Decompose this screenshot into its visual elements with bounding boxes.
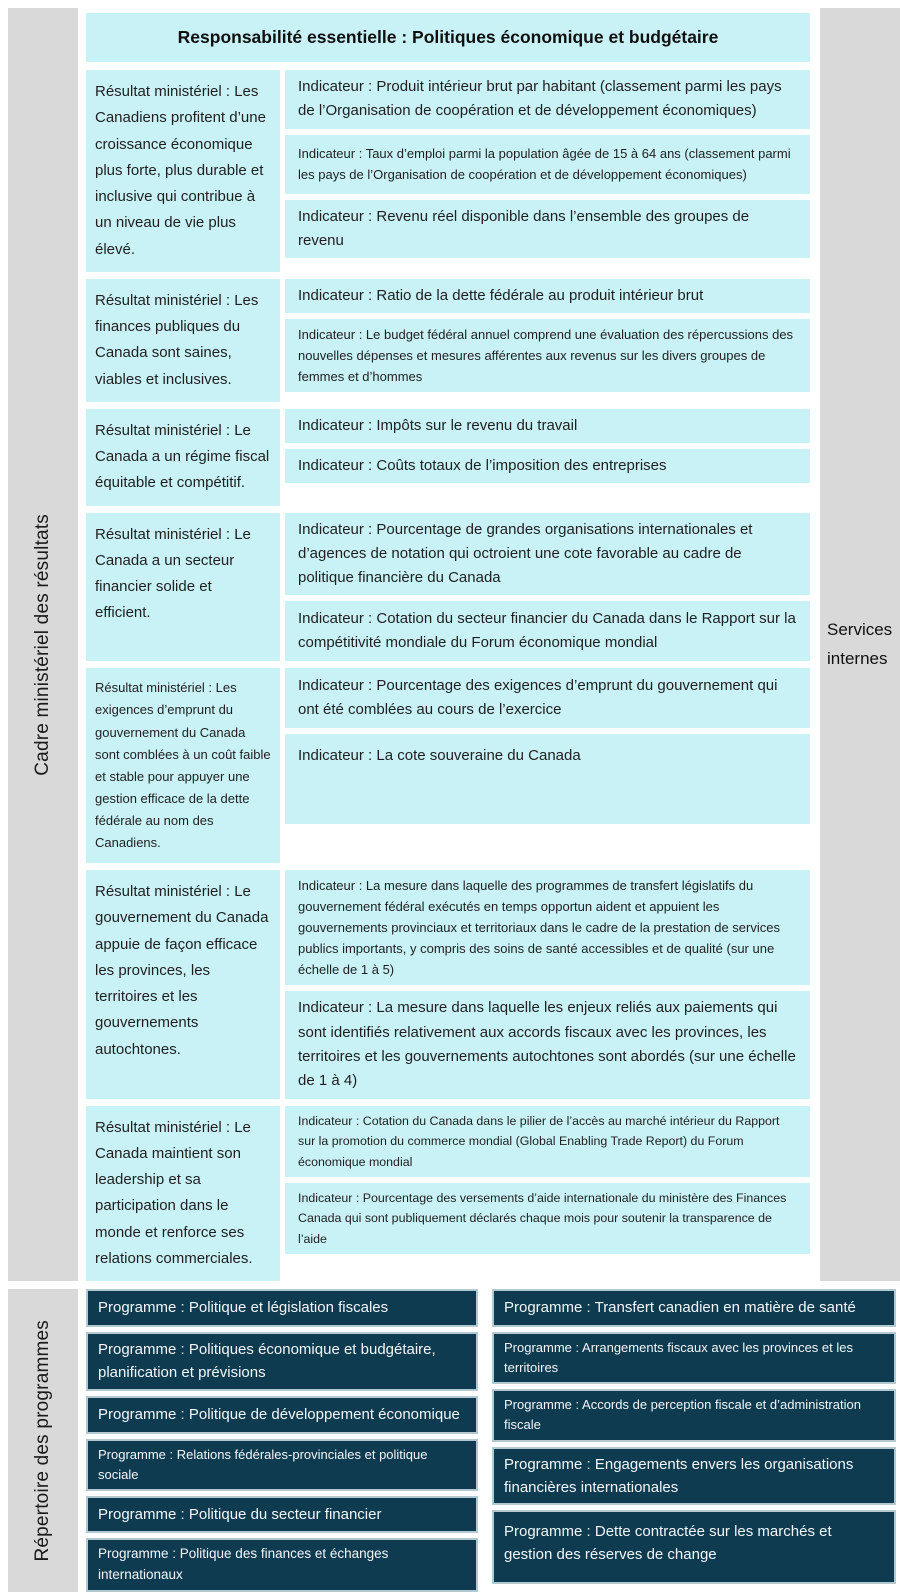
indicator-cell: Indicateur : Pourcentage des exigences d’emprunt du gouvernement qui ont été comblées au cours de l’exercice	[285, 668, 810, 728]
program-column-right	[492, 1289, 896, 1584]
indicator-cell: Indicateur : La cote souveraine du Canada	[285, 734, 810, 824]
program-box: Programme : Politique des finances et échanges internationaux	[86, 1538, 478, 1592]
result-cell: Résultat ministériel : Le gouvernement du Canada appuie de façon efficace les provinces, les territoires et les gouvernements autochtones.	[86, 870, 280, 1098]
indicator-cell: Indicateur : Impôts sur le revenu du travail	[285, 409, 810, 443]
result-cell: Résultat ministériel : Les Canadiens profitent d’une croissance économique plus forte, plus durable et inclusive qui contribue à un niveau de vie plus élevé.	[86, 70, 280, 272]
result-group-3	[86, 409, 810, 506]
program-box: Programme : Politique et législation fiscales	[86, 1289, 478, 1327]
program-box: Programme : Politique de développement économique	[86, 1396, 478, 1434]
results-framework-label: Cadre ministériel des résultats	[32, 513, 53, 776]
program-inventory-label: Répertoire des programmes	[32, 1319, 53, 1562]
program-box: Programme : Politiques économique et budgétaire, planification et prévisions	[86, 1332, 478, 1391]
program-columns	[86, 1289, 896, 1592]
indicator-cell: Indicateur : Le budget fédéral annuel comprend une évaluation des répercussions des nouvelles dépenses et mesures afférentes aux revenus sur les divers groupes de femmes et d’hommes	[285, 319, 810, 392]
indicator-cell: Indicateur : Produit intérieur brut par habitant (classement parmi les pays de l’Organisation de coopération et de développement économiques)	[285, 70, 810, 129]
program-box: Programme : Politique du secteur financier	[86, 1496, 478, 1533]
indicator-cell: Indicateur : Coûts totaux de l’imposition des entreprises	[285, 449, 810, 483]
indicator-cell: Indicateur : Pourcentage des versements d’aide internationale du ministère des Finances Canada qui sont publiquement déclarés chaque mois pour soutenir la transparence de l’aide	[285, 1183, 810, 1254]
indicator-cell: Indicateur : Cotation du Canada dans le pilier de l’accès au marché intérieur du Rapport sur la promotion du commerce mondial (Global Enabling Trade Report) du Forum économique mondial	[285, 1106, 810, 1177]
indicator-cell: Indicateur : Taux d’emploi parmi la population âgée de 15 à 64 ans (classement parmi les pays de l’Organisation de coopération et de développement économiques)	[285, 135, 810, 194]
result-group-1	[86, 70, 810, 272]
result-group-6	[86, 870, 810, 1098]
indicator-cell: Indicateur : Pourcentage de grandes organisations internationales et d’agences de notation qui octroient une cote favorable au cadre de politique financière du Canada	[285, 513, 810, 596]
program-inventory-section	[8, 1289, 896, 1592]
result-group-4	[86, 513, 810, 662]
internal-services-rail	[820, 8, 900, 1281]
framework-grid	[86, 8, 810, 1281]
program-inventory-rail	[8, 1289, 78, 1592]
indicator-cell: Indicateur : Ratio de la dette fédérale au produit intérieur brut	[285, 279, 810, 313]
program-box: Programme : Relations fédérales-provinciales et politique sociale	[86, 1439, 478, 1491]
indicator-cell: Indicateur : La mesure dans laquelle des programmes de transfert législatifs du gouvernement fédéral exécutés en temps opportun aident et appuient les gouvernements provinciaux et territoriaux dans le cadre de la prestation de services publics importants, y compris des soins de santé accessibles et de qualité (sur une échelle de 1 à 5)	[285, 870, 810, 985]
indicator-cell: Indicateur : Cotation du secteur financier du Canada dans le Rapport sur la compétitivité mondiale du Forum économique mondial	[285, 601, 810, 661]
indicator-cell: Indicateur : Revenu réel disponible dans l’ensemble des groupes de revenu	[285, 200, 810, 259]
result-cell: Résultat ministériel : Les finances publiques du Canada sont saines, viables et inclusives.	[86, 279, 280, 402]
program-box: Programme : Accords de perception fiscale et d’administration fiscale	[492, 1389, 896, 1441]
result-group-5	[86, 668, 810, 863]
results-framework-rail	[8, 8, 78, 1281]
result-cell: Résultat ministériel : Le Canada a un régime fiscal équitable et compétitif.	[86, 409, 280, 506]
result-cell: Résultat ministériel : Le Canada maintient son leadership et sa participation dans le monde et renforce ses relations commerciales.	[86, 1106, 280, 1282]
indicator-cell: Indicateur : La mesure dans laquelle les enjeux reliés aux paiements qui sont identifiés relativement aux accords fiscaux avec les provinces, les territoires et les gouvernements autochtones sont abordés (sur une échelle de 1 à 4)	[285, 991, 810, 1098]
framework-section	[8, 8, 896, 1281]
internal-services-label: Services internes	[827, 619, 893, 668]
result-group-2	[86, 279, 810, 402]
program-box: Programme : Dette contractée sur les marchés et gestion des réserves de change	[492, 1510, 896, 1584]
program-box: Programme : Engagements envers les organisations financières internationales	[492, 1447, 896, 1506]
program-box: Programme : Transfert canadien en matière de santé	[492, 1289, 896, 1327]
result-cell: Résultat ministériel : Les exigences d’emprunt du gouvernement du Canada sont comblées à un coût faible et stable pour appuyer une gestion efficace de la dette fédérale au nom des Canadiens.	[86, 668, 280, 863]
program-box: Programme : Arrangements fiscaux avec les provinces et les territoires	[492, 1332, 896, 1384]
program-column-left	[86, 1289, 478, 1592]
core-responsibility-header: Responsabilité essentielle : Politiques économique et budgétaire	[86, 13, 810, 62]
result-cell: Résultat ministériel : Le Canada a un secteur financier solide et efficient.	[86, 513, 280, 662]
result-group-7	[86, 1106, 810, 1282]
